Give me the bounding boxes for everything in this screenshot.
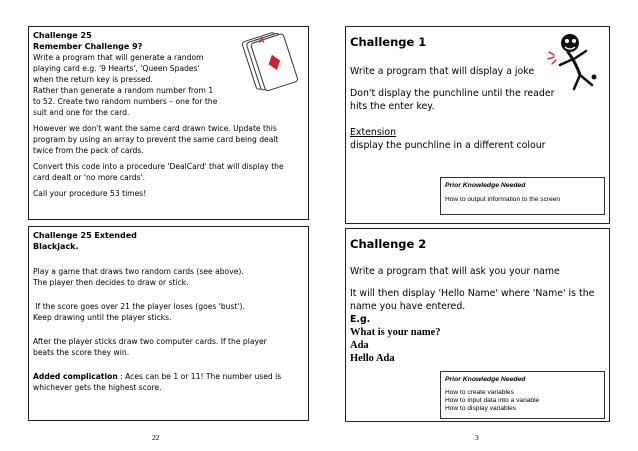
challenge-1-card: [345, 26, 610, 224]
prior-knowledge-item: How to display variables: [445, 405, 517, 413]
blackjack-paragraph-4: Added complication : Aces can be 1 or 11! The number used is whichever gets the highest score.: [33, 372, 282, 392]
challenge-1-paragraph-2: Don't display the punchline until the reader hits the enter key.: [350, 88, 555, 112]
challenge-2-paragraph-1: Write a program that will ask you your name: [350, 266, 560, 277]
left-page-number: 22: [152, 433, 160, 442]
challenge-1-prior-knowledge-box: [440, 177, 605, 215]
challenge-2-prior-knowledge-box: [440, 371, 605, 419]
card-rank-label: A: [259, 36, 265, 45]
stick-figure-icon: [546, 31, 606, 93]
challenge-2-paragraph-2: It will then display 'Hello Name' where 'Name' is the name you have entered.: [350, 288, 595, 312]
challenge-25-extended-subtitle: Blackjack.: [33, 241, 79, 251]
added-complication-label: Added complication: [33, 372, 118, 381]
challenge-25-subtitle: Remember Challenge 9?: [33, 41, 143, 51]
challenge-25-paragraph-1: Write a program that will generate a random playing card e.g. '9 Hearts', 'Queen Spades' when the return key is pressed. Rather than generate a random number from 1 to 52. Create two random numbers – one for the suit and one for the card.: [33, 53, 218, 117]
challenge-25-title: Challenge 25: [33, 31, 92, 40]
challenge-25-extended-title: Challenge 25 Extended: [33, 231, 137, 240]
blackjack-paragraph-1: Play a game that draws two random cards (see above). The player then decides to draw or stick.: [33, 267, 244, 287]
playing-cards-icon: [235, 29, 303, 95]
prior-knowledge-item: How to create variables: [445, 389, 514, 396]
challenge-2-title: Challenge 2: [350, 237, 427, 251]
challenge-25-paragraph-3: Convert this code into a procedure 'DealCard' that will display the card dealt or 'no more cards'.: [33, 162, 284, 182]
example-output: What is your name? Ada Hello Ada: [350, 327, 441, 364]
challenge-25-card: [28, 26, 309, 220]
challenge-1-paragraph-1: Write a program that will display a joke: [350, 66, 535, 77]
blackjack-paragraph-2: If the score goes over 21 the player loses (goes 'bust'). Keep drawing until the player sticks.: [33, 302, 245, 322]
challenge-25-extended-card: [28, 226, 309, 421]
prior-knowledge-title: Prior Knowledge Needed: [445, 376, 526, 383]
right-page-number: 3: [475, 433, 479, 442]
example-label: E.g.: [350, 314, 371, 325]
challenge-25-paragraph-2: However we don't want the same card drawn twice. Update this program by using an array to prevent the same card being dealt twice from the pack of cards.: [33, 124, 279, 155]
blackjack-paragraph-3: After the player sticks draw two computer cards. If the player beats the score they win.: [33, 337, 267, 357]
extension-text: display the punchline in a different colour: [350, 140, 546, 151]
challenge-25-paragraph-4: Call your procedure 53 times!: [33, 189, 147, 198]
extension-heading: Extension: [350, 127, 397, 138]
prior-knowledge-item: How to output information to the screen: [445, 196, 561, 203]
prior-knowledge-title: Prior Knowledge Needed: [445, 182, 526, 189]
prior-knowledge-item: How to input data into a variable: [445, 397, 540, 405]
challenge-2-card: [345, 228, 610, 422]
challenge-1-title: Challenge 1: [350, 35, 427, 49]
